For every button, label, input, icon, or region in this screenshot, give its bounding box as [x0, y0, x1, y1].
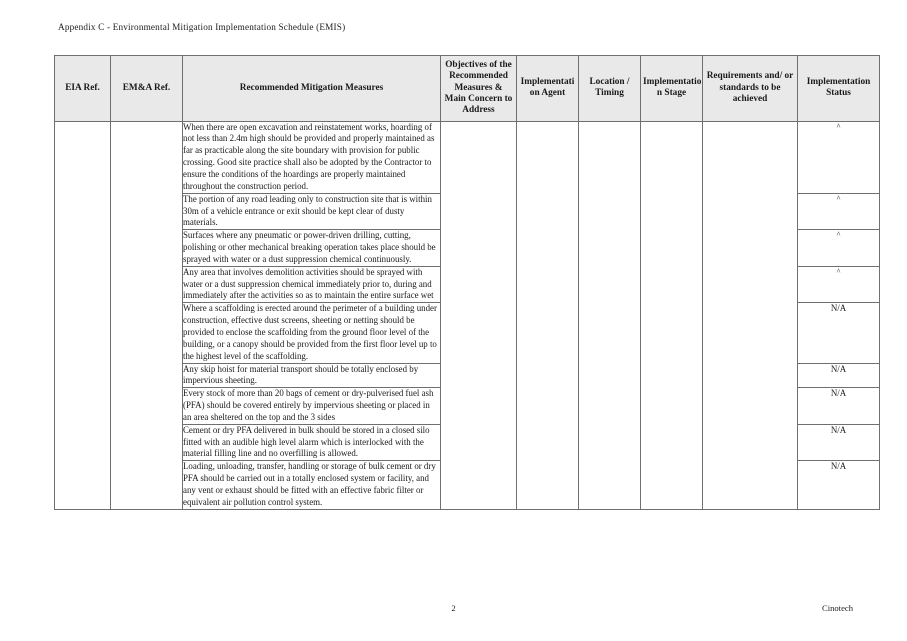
footer-company-name: Cinotech — [821, 603, 853, 613]
cell-status: ^ — [798, 193, 880, 230]
cell-measure: The portion of any road leading only to construction site that is within 30m of a vehicle entrance or exit should be kept clear of dusty materials. — [183, 193, 441, 230]
column-header-measures: Recommended Mitigation Measures — [183, 56, 441, 122]
column-header-eia-ref: EIA Ref. — [55, 56, 111, 122]
cell-status: ^ — [798, 230, 880, 267]
table-body — [55, 121, 880, 509]
cell-status: N/A — [798, 461, 880, 509]
cell-status: N/A — [798, 363, 880, 388]
cell-measure: Any area that involves demolition activities should be sprayed with water or a dust suppression chemical immediately prior to, during and immediately after the activities so as to maintain the entire surface wet — [183, 266, 441, 303]
document-header: Appendix C - Environmental Mitigation Implementation Schedule (EMIS) — [58, 22, 346, 32]
column-header-location-timing: Location / Timing — [579, 56, 641, 122]
column-header-objectives: Objectives of the Recommended Measures & Main Concern to Address — [441, 56, 517, 122]
cell-status: N/A — [798, 388, 880, 425]
cell-eia-ref — [55, 121, 111, 509]
column-header-requirements: Requirements and/ or standards to be achieved — [703, 56, 798, 122]
table-row — [55, 121, 880, 193]
cell-measure: Loading, unloading, transfer, handling or storage of bulk cement or dry PFA should be carried out in a totally enclosed system or facility, and any vent or exhaust should be fitted with an effective fabric filter or equivalent air pollution control system. — [183, 461, 441, 509]
column-header-agent: Implementati on Agent — [517, 56, 579, 122]
cell-status: ^ — [798, 121, 880, 193]
column-header-status: Implementation Status — [798, 56, 880, 122]
cell-requirements — [703, 121, 798, 509]
column-header-stage: Implementatio n Stage — [641, 56, 703, 122]
cell-measure: Every stock of more than 20 bags of cement or dry-pulverised fuel ash (PFA) should be covered entirely by impervious sheeting or placed in an area sheltered on the top and the 3 sides — [183, 388, 441, 425]
cell-status: N/A — [798, 303, 880, 363]
cell-location-timing — [579, 121, 641, 509]
cell-status: ^ — [798, 266, 880, 303]
cell-measure: Where a scaffolding is erected around the perimeter of a building under construction, effective dust screens, sheeting or netting should be provided to enclose the scaffolding from the ground floor level of the building, or a canopy should be provided from the first floor level up to the highest level of the scaffolding. — [183, 303, 441, 363]
page-footer — [54, 603, 853, 619]
column-header-emaa-ref: EM&A Ref. — [111, 56, 183, 122]
emis-table — [54, 55, 880, 510]
cell-status: N/A — [798, 424, 880, 461]
cell-emaa-ref — [111, 121, 183, 509]
cell-objectives — [441, 121, 517, 509]
cell-agent — [517, 121, 579, 509]
cell-measure: Cement or dry PFA delivered in bulk should be stored in a closed silo fitted with an audible high level alarm which is interlocked with the material filling line and no overfilling is allowed. — [183, 424, 441, 461]
page-number: 2 — [451, 603, 456, 613]
cell-stage — [641, 121, 703, 509]
cell-measure: When there are open excavation and reinstatement works, hoarding of not less than 2.4m high should be provided and properly maintained as far as practicable along the site boundary with provision for public crossing. Good site practice shall also be adopted by the Contractor to ensure the conditions of the hoardings are properly maintained throughout the construction period. — [183, 121, 441, 193]
cell-measure: Surfaces where any pneumatic or power-driven drilling, cutting, polishing or other mechanical breaking operation takes place should be sprayed with water or a dust suppression chemical continuously. — [183, 230, 441, 267]
table-header-row — [55, 56, 880, 122]
cell-measure: Any skip hoist for material transport should be totally enclosed by impervious sheeting. — [183, 363, 441, 388]
